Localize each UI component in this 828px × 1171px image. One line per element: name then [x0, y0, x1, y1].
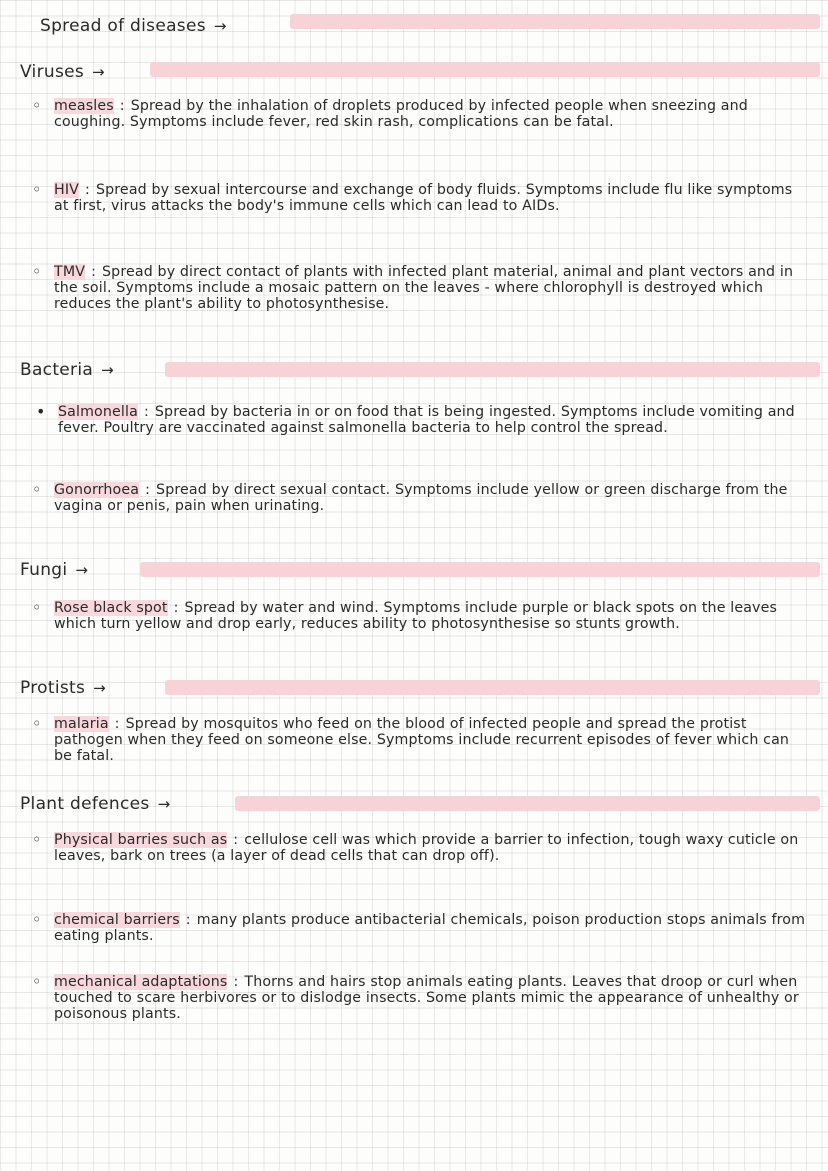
bullet-icon: ◦ — [32, 598, 42, 617]
bullet-icon: ◦ — [32, 972, 42, 991]
arrow-icon: → — [101, 361, 114, 379]
bullet-icon: ◦ — [32, 180, 42, 199]
section-heading-fungi: Fungi → — [20, 560, 89, 580]
page-title — [40, 16, 227, 36]
list-item-rose-black-spot: ◦ Rose black spot : Spread by water and wind. Symptoms include purple or black spots on the leaves which turn yellow and drop early, reduces ability to photosynthesise so stunts growth. — [32, 598, 778, 632]
bullet-icon: ◦ — [32, 714, 42, 733]
section-heading-protists: Protists → — [20, 678, 107, 698]
arrow-icon: → — [213, 17, 227, 35]
section-heading-plant-defences: Plant defences → — [20, 794, 171, 814]
list-item-salmonella: • Salmonella : Spread by bacteria in or on food that is being ingested. Symptoms include vomiting and fever. Poultry are vaccinated against salmonella bacteria to help control the spread. — [36, 402, 795, 436]
page-title-text: Spread of diseases — [40, 16, 206, 36]
section-heading-viruses: Viruses → — [20, 62, 105, 82]
section-heading-bacteria: Bacteria → — [20, 360, 114, 380]
viruses-highlight — [150, 62, 820, 77]
list-item-measles: ◦ measles : Spread by the inhalation of droplets produced by infected people when sneezing and coughing. Symptoms include fever, red skin rash, complications can be fatal. — [32, 96, 748, 130]
list-item-malaria: ◦ malaria : Spread by mosquitos who feed on the blood of infected people and spread the protist pathogen when they feed on someone else. Symptoms include recurrent episodes of fever which can be fatal. — [32, 714, 790, 764]
list-item-mechanical-adaptations: ◦ mechanical adaptations : Thorns and hairs stop animals eating plants. Leaves that droop or curl when touched to scare herbivores or to dislodge insects. Some plants mimic the appearance of unhealthy or poisonous plants. — [32, 972, 799, 1022]
bullet-icon: ◦ — [32, 262, 42, 281]
fungi-highlight — [140, 562, 820, 577]
arrow-icon: → — [157, 795, 171, 813]
title-highlight — [290, 14, 820, 29]
arrow-icon: → — [75, 561, 89, 579]
bullet-icon: • — [36, 402, 46, 421]
bacteria-highlight — [165, 362, 820, 377]
list-item-tmv: ◦ TMV : Spread by direct contact of plants with infected plant material, animal and plant vectors and in the soil. Symptoms include a mosaic pattern on the leaves - where chlorophyll is destroyed which reduces the plant's ability to photosynthesise. — [32, 262, 794, 312]
bullet-icon: ◦ — [32, 96, 42, 115]
list-item-hiv: ◦ HIV : Spread by sexual intercourse and exchange of body fluids. Symptoms include flu like symptoms at first, virus attacks the body's immune cells which can lead to AIDs. — [32, 180, 793, 214]
bullet-icon: ◦ — [32, 910, 42, 929]
bullet-icon: ◦ — [32, 830, 42, 849]
list-item-gonorrhoea: ◦ Gonorrhoea : Spread by direct sexual contact. Symptoms include yellow or green discharge from the vagina or penis, pain when urinating. — [32, 480, 788, 514]
list-item-physical-barriers: ◦ Physical barries such as : cellulose cell was which provide a barrier to infection, tough waxy cuticle on leaves, bark on trees (a layer of dead cells that can drop off). — [32, 830, 799, 864]
plant-defences-highlight — [235, 796, 820, 811]
bullet-icon: ◦ — [32, 480, 42, 499]
arrow-icon: → — [92, 63, 105, 81]
arrow-icon: → — [93, 679, 107, 697]
list-item-chemical-barriers: ◦ chemical barriers : many plants produce antibacterial chemicals, poison production stops animals from eating plants. — [32, 910, 806, 944]
protists-highlight — [165, 680, 820, 695]
